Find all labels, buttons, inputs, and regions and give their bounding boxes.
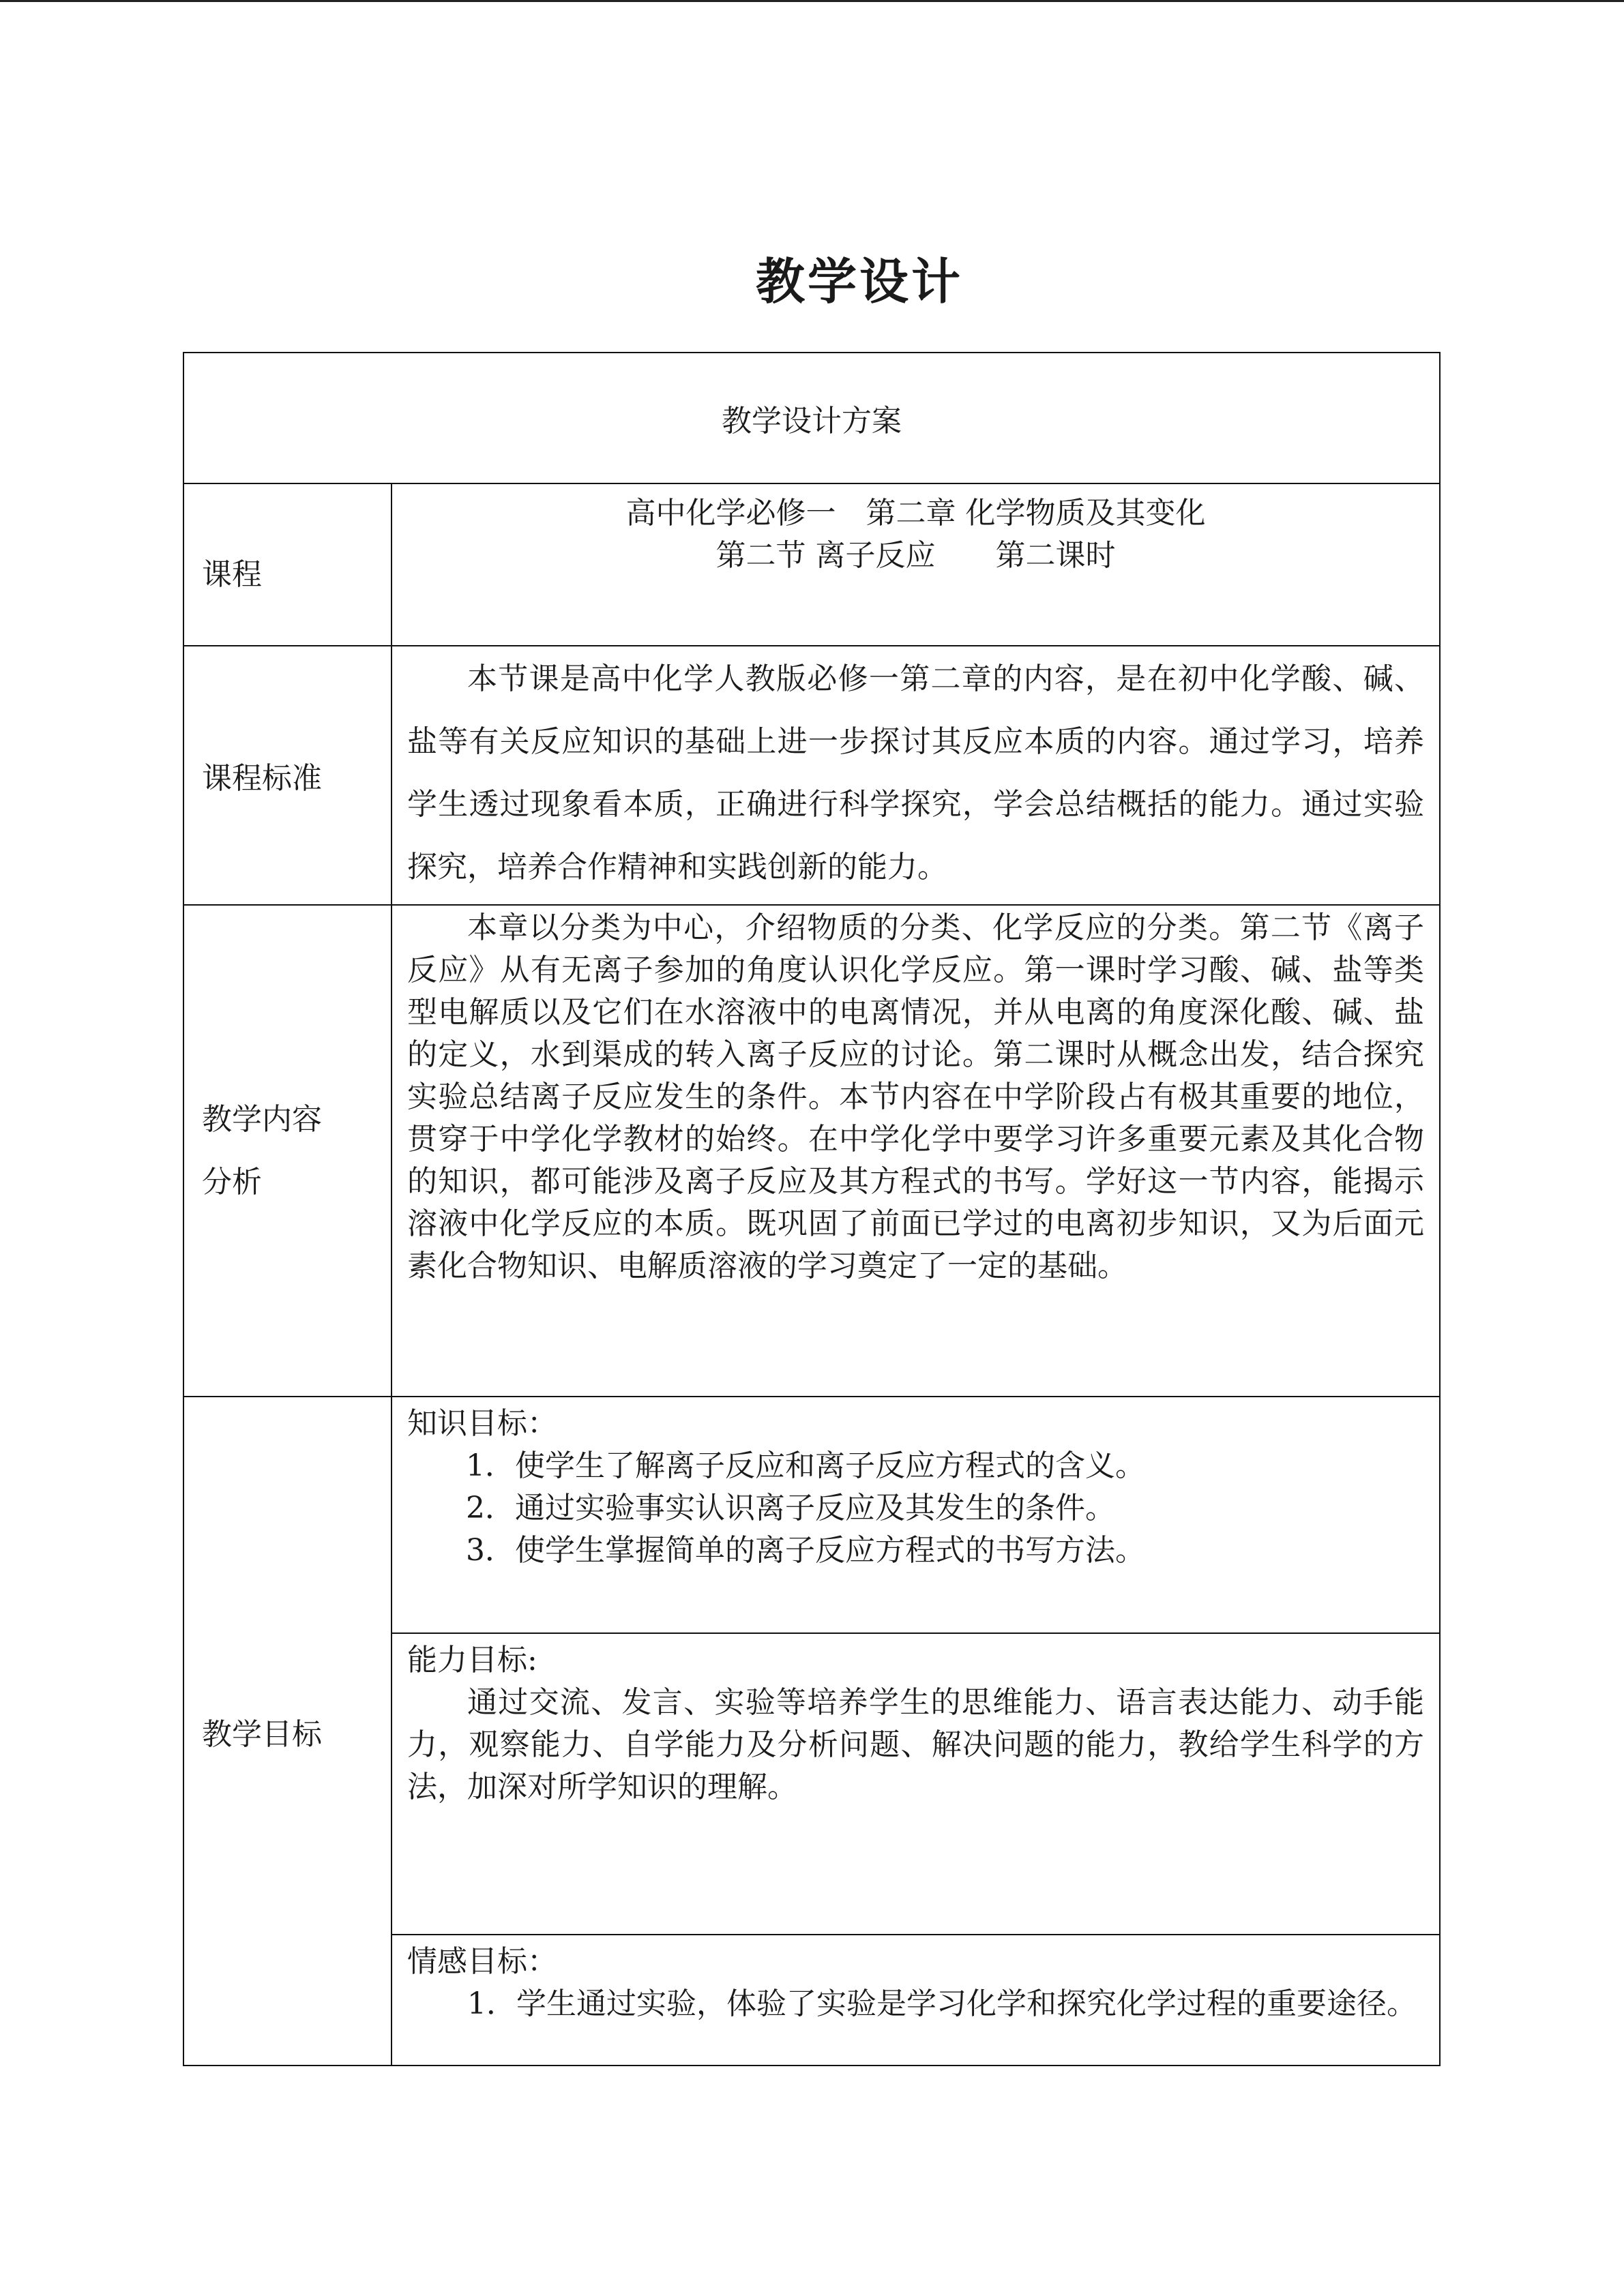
table-header: 教学设计方案 <box>722 404 902 438</box>
emotion-goal-section <box>392 1935 1439 2065</box>
standard-text: 本节课是高中化学人教版必修一第二章的内容，是在初中化学酸、碱、盐等有关反应知识的基础上进一步探讨其反应本质的内容。通过学习，培养学生透过现象看本质，正确进行科学探究，学会总结概括的能力。通过实验探究，培养合作精神和实践创新的能力。 <box>407 661 1424 884</box>
knowledge-goal-item: 1．使学生了解离子反应和离子反应方程式的含义。 <box>466 1448 1145 1483</box>
top-border-line <box>0 0 1624 2</box>
analysis-label <box>184 906 392 1396</box>
knowledge-goal-heading: 知识目标： <box>407 1406 557 1441</box>
goals-label: 教学目标 <box>184 1397 392 2065</box>
ability-goal-heading: 能力目标: <box>407 1643 537 1678</box>
standard-content <box>392 646 1439 904</box>
knowledge-goal-item: 2．通过实验事实认识离子反应及其发生的条件。 <box>466 1491 1115 1525</box>
course-row <box>184 484 1439 646</box>
emotion-goal-heading: 情感目标： <box>407 1944 557 1979</box>
standard-label: 课程标准 <box>184 646 392 904</box>
ability-goal-text: 通过交流、发言、实验等培养学生的思维能力、语言表达能力、动手能力，观察能力、自学能力及分析问题、解决问题的能力，教给学生科学的方法，加深对所学知识的理解。 <box>407 1685 1424 1804</box>
course-label: 课程 <box>184 484 392 645</box>
analysis-label-line-2: 分析 <box>202 1164 262 1199</box>
standard-row <box>184 646 1439 906</box>
knowledge-goal-item: 3．使学生掌握简单的离子反应方程式的书写方法。 <box>466 1533 1145 1568</box>
course-line-1: 高中化学必修一 第二章 化学物质及其变化 <box>625 496 1206 531</box>
page-title: 教学设计 <box>755 253 963 310</box>
emotion-goal-text: 1．学生通过实验，体验了实验是学习化学和探究化学过程的重要途径。 <box>467 1986 1417 2021</box>
ability-goal-section <box>392 1634 1439 1935</box>
course-line-2: 第二节 离子反应 第二课时 <box>715 538 1116 573</box>
course-content <box>392 484 1439 645</box>
goals-row <box>184 1397 1439 2065</box>
table-header-row <box>184 353 1439 484</box>
analysis-content <box>392 906 1439 1396</box>
knowledge-goal-section <box>392 1397 1439 1634</box>
analysis-row <box>184 906 1439 1397</box>
lesson-plan-table <box>183 352 1441 2066</box>
goals-content <box>392 1397 1439 2065</box>
analysis-text: 本章以分类为中心，介绍物质的分类、化学反应的分类。第二节《离子反应》从有无离子参加的角度认识化学反应。第一课时学习酸、碱、盐等类型电解质以及它们在水溶液中的电离情况，并从电离的角度深化酸、碱、盐的定义，水到渠成的转入离子反应的讨论。第二课时从概念出发，结合探究实验总结离子反应发生的条件。本节内容在中学阶段占有极其重要的地位，贯穿于中学化学教材的始终。在中学化学中要学习许多重要元素及其化合物的知识，都可能涉及离子反应及其方程式的书写。学好这一节内容，能揭示溶液中化学反应的本质。既巩固了前面已学过的电离初步知识，又为后面元素化合物知识、电解质溶液的学习奠定了一定的基础。 <box>407 910 1424 1283</box>
analysis-label-line-1: 教学内容 <box>202 1101 322 1137</box>
